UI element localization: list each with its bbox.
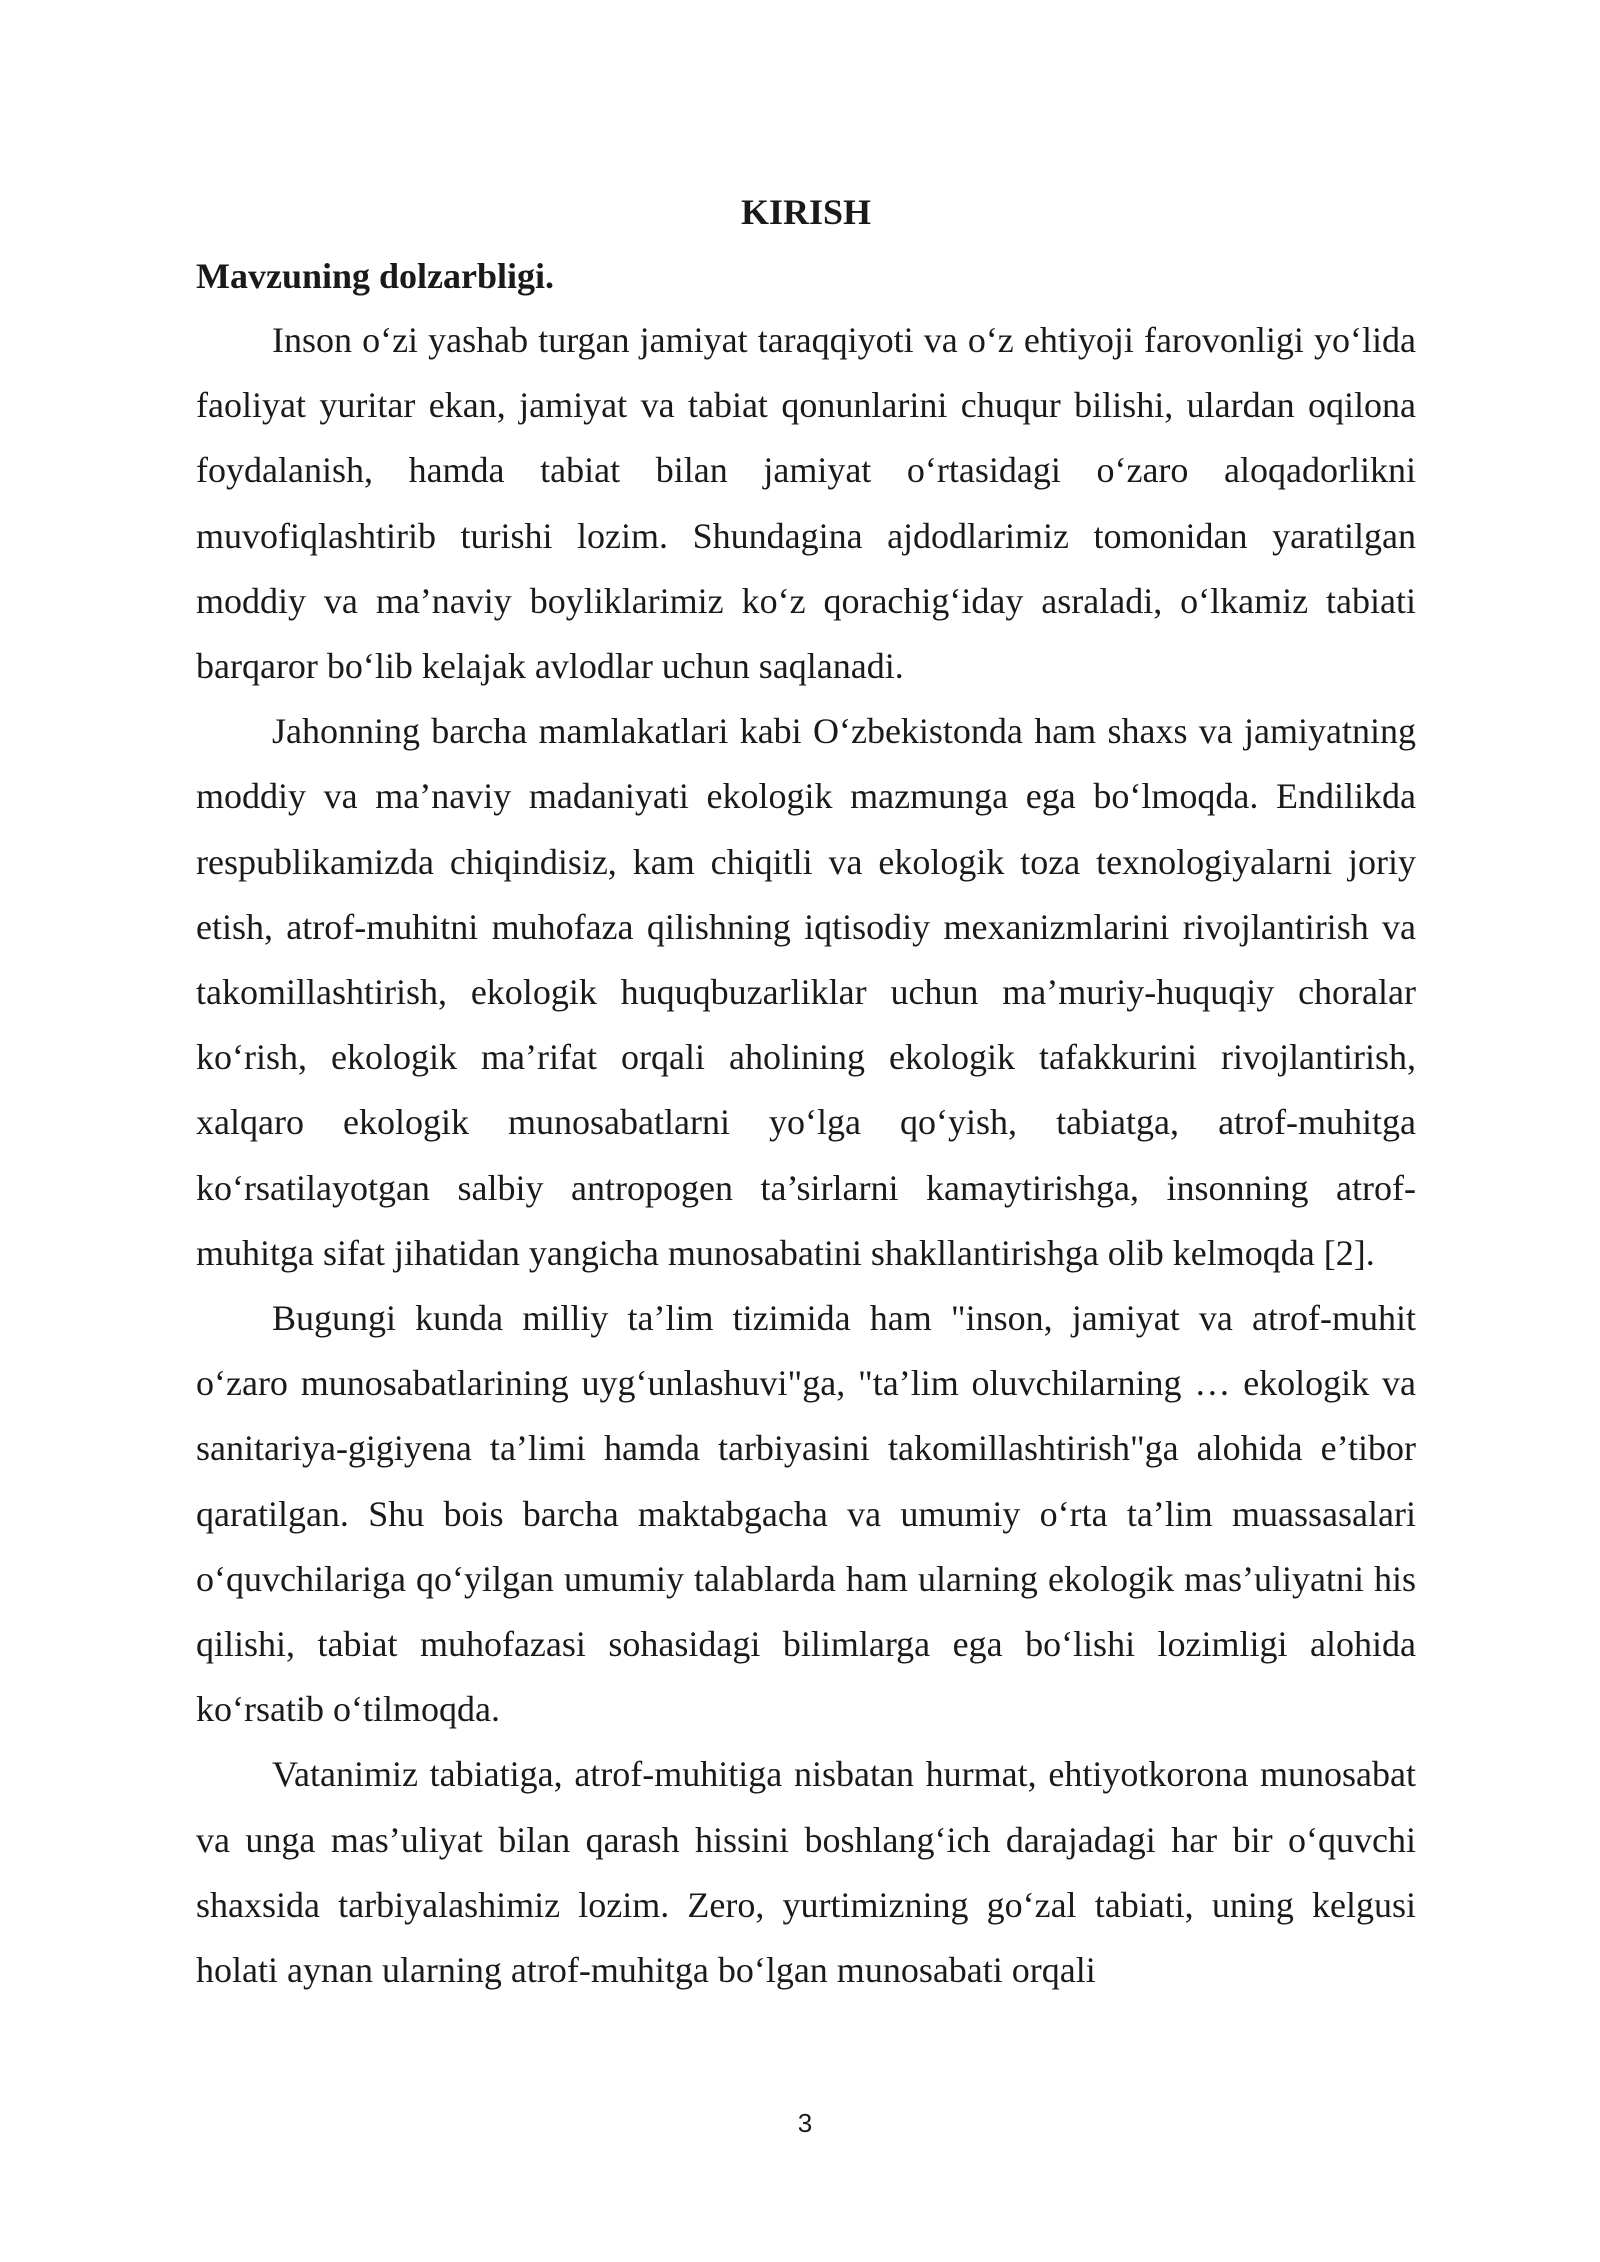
paragraph-2: Jahonning barcha mamlakatlari kabi O‘zbekistonda ham shaxs va jamiyatning moddiy va ma’naviy madaniyati ekologik mazmunga ega bo‘lmoqda. Endilikda respublikamizda chiqindisiz, kam chiqitli va ekologik toza texnologiyalarni joriy etish, atrof-muhitni muhofaza qilishning iqtisodiy mexanizmlarini rivojlantirish va takomillashtirish, ekologik huquqbuzarliklar uchun ma’muriy-huquqiy choralar ko‘rish, ekologik ma’rifat orqali aholining ekologik tafakkurini rivojlantirish, xalqaro ekologik munosabatlarni yo‘lga qo‘yish, tabiatga, atrof-muhitga ko‘rsatilayotgan salbiy antropogen ta’sirlarni kamaytirishga, insonning atrof-muhitga sifat jihatidan yangicha munosabatini shakllantirishga olib kelmoqda [2]. <box>196 711 1416 1273</box>
paragraph-3: Bugungi kunda milliy ta’lim tizimida ham "inson, jamiyat va atrof-muhit o‘zaro munosabatlarining uyg‘unlashuvi"ga, "ta’lim oluvchilarning … ekologik va sanitariya-gigiyena ta’limi hamda tarbiyasini takomillashtirish"ga alohida e’tibor qaratilgan. Shu bois barcha maktabgacha va umumiy o‘rta ta’lim muassasalari o‘quvchilariga qo‘yilgan umumiy talablarda ham ularning ekologik mas’uliyatni his qilishi, tabiat muhofazasi sohasidagi bilimlarga ega bo‘lishi lozimligi alohida ko‘rsatib o‘tilmoqda. <box>196 1298 1416 1730</box>
paragraph-1: Inson o‘zi yashab turgan jamiyat taraqqiyoti va o‘z ehtiyoji farovonligi yo‘lida faoliyat yuritar ekan, jamiyat va tabiat qonunlarini chuqur bilishi, ulardan oqilona foydalanish, hamda tabiat bilan jamiyat o‘rtasidagi o‘zaro aloqadorlikni muvofiqlashtirib turishi lozim. Shundagina ajdodlarimiz tomonidan yaratilgan moddiy va ma’naviy boyliklarimiz ko‘z qorachig‘iday asraladi, o‘lkamiz tabiati barqaror bo‘lib kelajak avlodlar uchun saqlanadi. <box>196 320 1416 687</box>
page-title: KIRISH <box>740 192 872 232</box>
page-number: 3 <box>797 2108 813 2138</box>
paragraph-4: Vatanimiz tabiatiga, atrof-muhitiga nisbatan hurmat, ehtiyotkorona munosabat va unga mas’uliyat bilan qarash hissini boshlang‘ich darajadagi har bir o‘quvchi shaxsida tarbiyalashimiz lozim. Zero, yurtimizning go‘zal tabiati, uning kelgusi holati aynan ularning atrof-muhitga bo‘lgan munosabati orqali <box>196 1754 1416 1991</box>
document-page <box>196 180 1416 2003</box>
section-heading: Mavzuning dolzarbligi. <box>196 256 555 296</box>
